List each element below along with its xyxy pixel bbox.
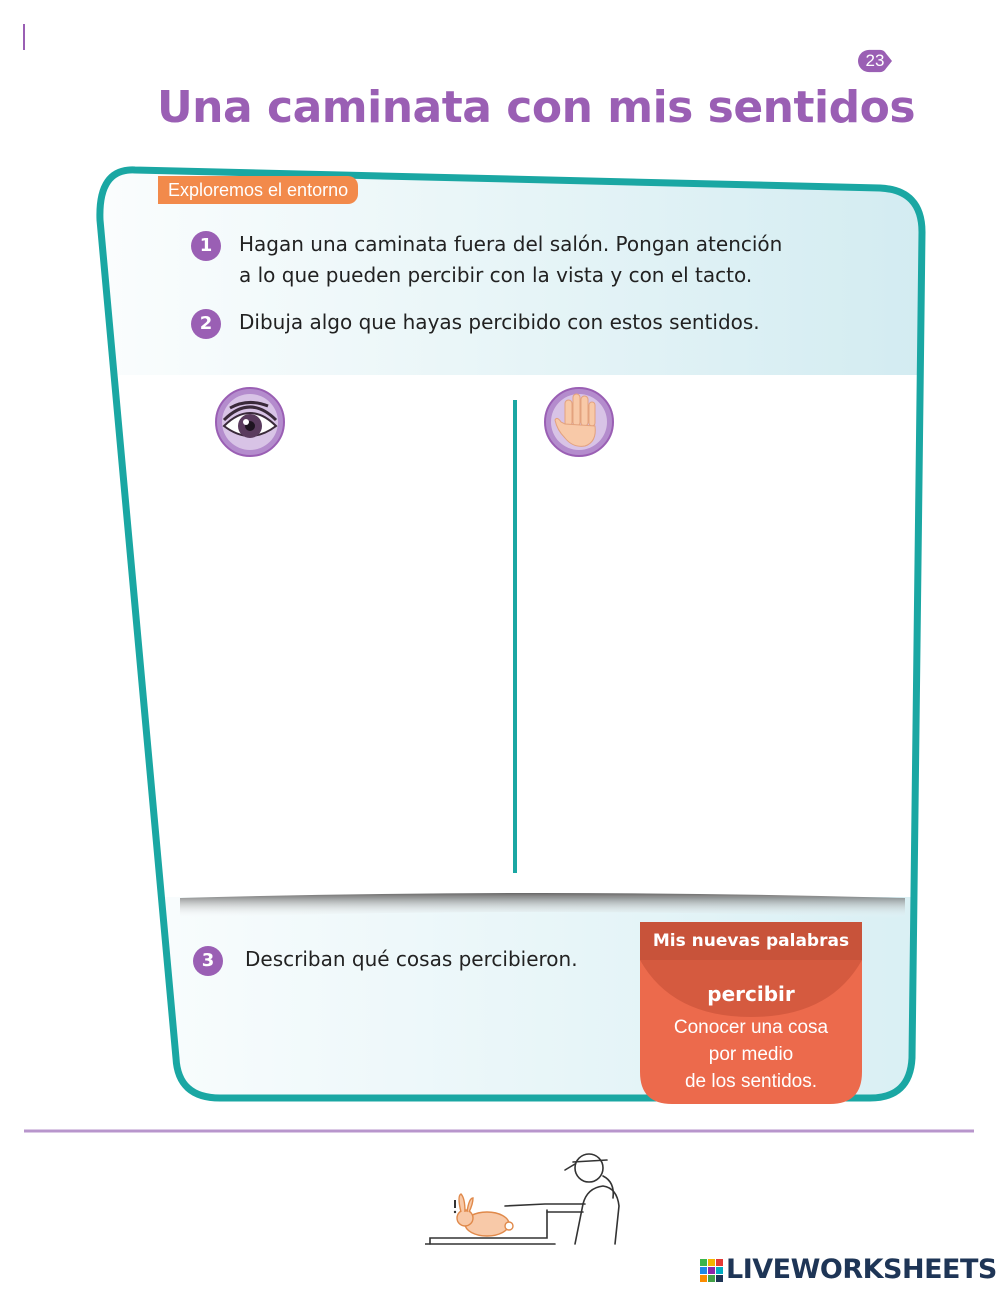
step-1-line-2: a lo que pueden percibir con la vista y con el tacto. xyxy=(239,263,753,287)
step-3-number: 3 xyxy=(193,946,223,976)
hand-icon xyxy=(543,386,615,458)
step-3-text: Describan qué cosas percibieron. xyxy=(245,947,578,971)
definition-line: de los sentidos. xyxy=(684,1071,818,1092)
step-2-text: Dibuja algo que hayas percibido con estos sentidos. xyxy=(239,310,760,334)
definition-line: por medio xyxy=(708,1044,794,1065)
liveworksheets-logo-icon xyxy=(700,1259,724,1283)
brand-name: LIVEWORKSHEETS xyxy=(726,1254,997,1285)
definition-line: Conocer una cosa xyxy=(673,1017,829,1038)
child-rabbit-illustration xyxy=(425,1146,665,1250)
new-words-header: Mis nuevas palabras xyxy=(640,922,862,960)
step-1-text xyxy=(239,229,782,291)
step-2-number: 2 xyxy=(191,309,221,339)
new-word-term: percibir xyxy=(707,982,795,1006)
section-tag: Exploremos el entorno xyxy=(158,176,358,204)
eye-icon xyxy=(214,386,286,458)
step-1-line-1: Hagan una caminata fuera del salón. Pongan atención xyxy=(239,232,783,256)
page-number: 23 xyxy=(865,51,885,70)
brand-watermark xyxy=(700,1255,997,1285)
page-title: Una caminata con mis sentidos xyxy=(156,82,916,133)
step-1-number: 1 xyxy=(191,231,221,261)
new-word-definition xyxy=(640,1014,862,1095)
